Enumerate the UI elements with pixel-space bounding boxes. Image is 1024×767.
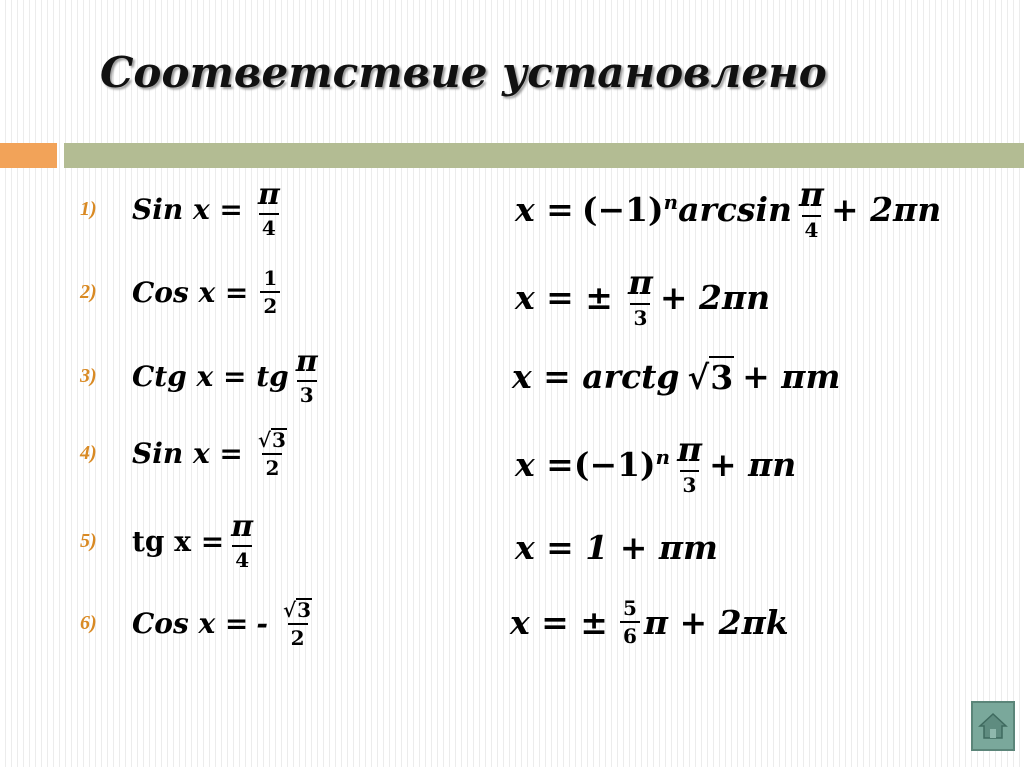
fraction-numerator: π [231,509,254,544]
fraction [625,263,656,330]
accent-bar-orange [0,143,57,168]
fraction-denominator: 6 [620,621,640,646]
home-button[interactable] [971,701,1015,751]
solution-text: x = 1 + πm [515,528,718,567]
exponent: n [663,189,679,214]
fraction [260,268,280,316]
equation-text: Sin x = [132,436,243,470]
solution-text: x = [515,444,574,484]
fraction-numerator: π [295,344,318,379]
fraction-denominator: 2 [262,453,282,478]
solution-tail: π + 2πk [643,602,789,642]
equation-left [132,268,284,316]
equation-3-solution [512,356,840,397]
fraction-denominator: 4 [232,545,252,570]
equation-6-solution [510,598,789,646]
fraction [674,430,705,497]
fraction [255,428,290,478]
radical-sign: √ [257,428,272,452]
fraction-numerator: 1 [263,266,278,290]
equation-3-left [80,344,325,407]
fraction-denominator: 2 [288,623,308,648]
square-root [258,428,287,450]
square-root [687,356,734,397]
square-root [283,598,312,620]
equation-4-solution [515,430,797,497]
fraction-numerator [255,428,290,453]
equation-1-left [80,177,287,240]
equation-text: tg x = [132,524,225,558]
fraction-denominator: 2 [260,291,280,316]
equation-left [132,428,294,478]
radicand: 3 [297,598,312,622]
fraction-denominator: 4 [802,215,822,240]
equation-left [132,177,287,240]
home-icon [978,711,1008,741]
solution-text: x = ± [515,277,613,317]
solution-tail: + πm [742,357,841,396]
equation-text: Ctg x = tg [132,359,289,393]
radicand: 3 [272,428,286,452]
solution-tail: + πn [708,444,797,484]
equation-6-left [80,598,319,648]
minus-sign: - [256,606,268,640]
equation-text: Cos x = [132,275,249,309]
equation-left [132,598,319,648]
fraction [796,175,827,242]
equation-4-left [80,428,294,478]
minus-one: (−1) [573,444,656,484]
item-number: 6) [80,611,97,634]
equation-2-left [80,268,284,316]
equation-left [132,344,325,407]
item-number: 1) [80,197,97,220]
equation-2-solution [515,263,771,330]
fraction-numerator: π [627,263,653,303]
equation-1-solution [515,175,942,242]
solution-factor [574,445,670,484]
solution-tail: + 2πn [830,189,942,229]
solution-function: arcsin [678,189,793,229]
solution-text: x = arctg [512,357,680,396]
fraction-denominator: 3 [680,470,700,495]
accent-bar-green [64,143,1024,168]
fraction-numerator [280,598,315,623]
fraction-numerator: π [677,430,702,470]
fraction-denominator: 3 [630,303,650,328]
radical-sign: √ [283,598,297,622]
radicand: 3 [710,358,734,397]
equation-text: Sin x = [132,192,243,226]
equation-5-solution [515,528,718,567]
fraction [228,509,256,572]
equation-text: Cos x = [132,606,249,640]
item-number: 5) [80,529,97,552]
solution-tail: + 2πn [659,277,771,317]
fraction [620,598,640,646]
solution-text: x = [515,189,574,229]
fraction-numerator: π [257,177,280,212]
fraction [255,177,283,240]
radical-sign: √ [687,358,710,397]
exponent: n [655,444,671,469]
solution-factor [582,190,678,229]
item-number: 3) [80,364,97,387]
fraction-denominator: 3 [297,380,317,405]
item-number: 4) [80,441,97,464]
minus-one: (−1) [581,189,664,229]
equation-5-left [80,509,260,572]
item-number: 2) [80,280,97,303]
equation-left [132,509,260,572]
fraction-numerator: π [799,175,824,215]
fraction [293,344,321,407]
fraction-denominator: 4 [259,213,279,238]
slide-title: Соответствие установлено [100,48,827,97]
solution-text: x = ± [510,602,608,642]
fraction-numerator: 5 [622,596,637,620]
fraction [280,598,315,648]
